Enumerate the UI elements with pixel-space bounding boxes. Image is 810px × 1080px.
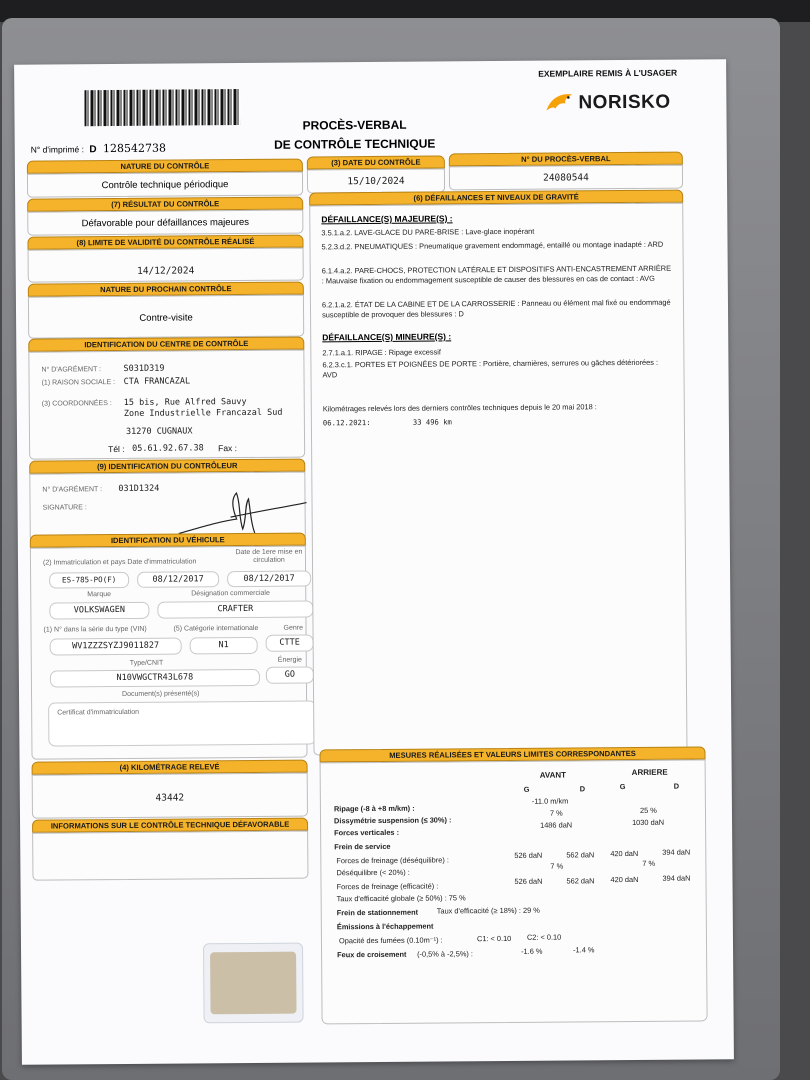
ff1-av-d: 562 daN bbox=[566, 850, 595, 860]
taux-global: Taux d'efficacité globale (≥ 50%) : 75 % bbox=[336, 893, 466, 904]
date-head: (3) DATE DU CONTRÔLE bbox=[307, 155, 445, 169]
avant-label: AVANT bbox=[539, 770, 567, 780]
deseq-av: 7 % bbox=[550, 861, 564, 871]
ff2-ar-d: 394 daN bbox=[662, 873, 691, 883]
type-label: Type/CNIT bbox=[129, 659, 164, 667]
ff-eff-label: Forces de freinage (efficacité) : bbox=[336, 881, 439, 892]
feux-d: -1.4 % bbox=[573, 945, 595, 955]
minor-defect-1: 2.7.1.a.1. RIPAGE : Ripage excessif bbox=[322, 347, 441, 358]
marque-label: Marque bbox=[87, 591, 112, 599]
centre-addr2: Zone Industrielle Francazal Sud bbox=[123, 407, 283, 419]
dissym-av: 7 % bbox=[549, 808, 563, 818]
copy-note: EXEMPLAIRE REMIS À L'USAGER bbox=[538, 67, 678, 79]
centre-agrement: S031D319 bbox=[123, 363, 165, 374]
arriere-d: D bbox=[673, 781, 680, 791]
vehicule-box bbox=[30, 546, 308, 760]
immat-value: ES-785-PO(F) bbox=[49, 572, 129, 589]
defects-head: (6) DÉFAILLANCES ET NIVEAUX DE GRAVITÉ bbox=[309, 190, 683, 206]
emissions-label: Émissions à l'échappement bbox=[336, 921, 434, 932]
pv-head: N° DU PROCÈS-VERBAL bbox=[449, 152, 683, 167]
major-title: DÉFAILLANCE(S) MAJEURE(S) : bbox=[321, 213, 453, 225]
ripage-label: Ripage (-8 à +8 m/km) : bbox=[333, 803, 415, 814]
date-value: 15/10/2024 bbox=[347, 175, 405, 188]
forces-v-av: 1486 daN bbox=[540, 820, 573, 830]
km-history-value: 33 496 km bbox=[412, 417, 452, 427]
designation-label: Désignation commerciale bbox=[191, 589, 270, 598]
scratch-pad bbox=[210, 952, 296, 1015]
forces-v-label: Forces verticales : bbox=[334, 827, 400, 838]
km-history-note: Kilométrages relevés lors des derniers contrôles techniques depuis le 20 mai 2018 : bbox=[322, 402, 597, 414]
result-box bbox=[27, 210, 303, 236]
validity-value: 14/12/2024 bbox=[137, 265, 195, 277]
first-circ-label: Date de 1ere mise en circulation bbox=[235, 548, 303, 564]
centre-tel-label: Tél : bbox=[108, 443, 125, 455]
controleur-box bbox=[29, 472, 306, 542]
avant-g: G bbox=[523, 784, 530, 794]
major-defect-4: 6.2.1.a.2. ÉTAT DE LA CABINE ET DE LA CARROSSERIE : Panneau ou élément mal fixé ou endommagé susceptible de provoquer des blessures : D bbox=[321, 297, 671, 320]
info-box bbox=[32, 831, 308, 881]
print-number-row bbox=[31, 142, 166, 156]
centre-raison: CTA FRANCAZAL bbox=[123, 376, 191, 387]
opacite-c1: C1: < 0.10 bbox=[476, 933, 512, 944]
docs-value: Certificat d'immatriculation bbox=[48, 700, 316, 746]
pv-value: 24080544 bbox=[543, 172, 589, 184]
marque-value: VOLKSWAGEN bbox=[49, 602, 149, 620]
next-value: Contre-visite bbox=[139, 312, 193, 324]
major-defect-3: 6.1.4.a.2. PARE-CHOCS, PROTECTION LATÉRALE ET DISPOSITIFS ANTI-ENCASTREMENT ARRIÈRE : Mauvaise fixation ou endommagement susceptible de causer des blessures en cas de contact : AVG bbox=[321, 263, 672, 286]
ff2-av-d: 562 daN bbox=[566, 876, 595, 886]
controleur-agrement-label: N° D'AGRÉMENT : bbox=[42, 486, 103, 494]
brand-name: NORISKO bbox=[578, 91, 671, 114]
print-number-label: N° d'imprimé : bbox=[30, 144, 84, 155]
info-head: INFORMATIONS SUR LE CONTRÔLE TECHNIQUE DÉFAVORABLE bbox=[32, 818, 308, 833]
ff2-av-g: 526 daN bbox=[514, 876, 543, 886]
ff1-ar-g: 420 daN bbox=[610, 848, 639, 859]
deseq-ar: 7 % bbox=[642, 858, 656, 868]
frein-service-label: Frein de service bbox=[334, 841, 391, 852]
centre-raison-label: (1) RAISON SOCIALE : bbox=[41, 379, 116, 387]
major-defect-1: 3.5.1.a.2. LAVE-GLACE DU PARE-BRISE : Lave-glace inopérant bbox=[321, 226, 535, 238]
arriere-label: ARRIERE bbox=[631, 767, 668, 777]
feux-g: -1.6 % bbox=[521, 946, 543, 956]
scratch-zone bbox=[203, 943, 304, 1024]
dissym-label: Dissymétrie suspension (≤ 30%) : bbox=[333, 815, 452, 826]
centre-coord-label: (3) COORDONNÉES : bbox=[41, 400, 112, 408]
print-letter: D bbox=[89, 144, 97, 156]
energie-label: Énergie bbox=[277, 656, 302, 664]
avant-d: D bbox=[579, 784, 586, 794]
feux-range: (-0,5% à -2,5%) : bbox=[417, 949, 473, 959]
cat-value: N1 bbox=[190, 637, 258, 655]
measures-head: MESURES RÉALISÉES ET VALEURS LIMITES CORRESPONDANTES bbox=[319, 746, 705, 762]
centre-fax-label: Fax : bbox=[218, 443, 238, 454]
validity-head: (8) LIMITE DE VALIDITÉ DU CONTRÔLE RÉALISÉ bbox=[27, 235, 303, 250]
date-immat-value: 08/12/2017 bbox=[137, 571, 219, 588]
feux-label: Feux de croisement bbox=[337, 949, 407, 960]
centre-box bbox=[28, 350, 305, 460]
measures-box bbox=[320, 759, 708, 1024]
vehicule-head: IDENTIFICATION DU VÉHICULE bbox=[30, 533, 306, 548]
km-value: 43442 bbox=[155, 792, 185, 804]
ff2-ar-g: 420 daN bbox=[610, 874, 639, 885]
centre-head: IDENTIFICATION DU CENTRE DE CONTRÔLE bbox=[28, 337, 304, 352]
genre-label: Genre bbox=[283, 624, 304, 632]
energie-value: GO bbox=[266, 666, 314, 683]
ff1-av-g: 526 daN bbox=[514, 850, 543, 860]
inspection-report-sheet bbox=[14, 59, 734, 1065]
vin-label: (1) N° dans la série du type (VIN) bbox=[43, 625, 147, 634]
forces-v-ar: 1030 daN bbox=[632, 817, 665, 827]
result-head: (7) RÉSULTAT DU CONTRÔLE bbox=[27, 197, 303, 212]
norisko-eagle-logo bbox=[544, 90, 574, 116]
pv-box bbox=[449, 165, 683, 191]
next-box bbox=[28, 295, 304, 339]
minor-title: DÉFAILLANCE(S) MINEURE(S) : bbox=[322, 331, 452, 343]
ripage-value: -11.0 m/km bbox=[531, 796, 569, 806]
centre-tel: 05.61.92.67.38 bbox=[132, 443, 204, 454]
docs-label: Document(s) présenté(s) bbox=[122, 690, 200, 698]
immat-label: (2) Immatriculation et pays Date d'immatriculation bbox=[42, 558, 197, 567]
arriere-g: G bbox=[619, 782, 626, 792]
opacite-c2: C2: < 0.10 bbox=[526, 932, 562, 942]
next-head: NATURE DU PROCHAIN CONTRÔLE bbox=[28, 282, 304, 297]
signature-label: SIGNATURE : bbox=[42, 504, 87, 512]
km-box bbox=[32, 773, 308, 819]
ff-deseq-label: Forces de freinage (déséquilibre) : bbox=[336, 855, 449, 866]
doc-title-line2: DE CONTRÔLE TECHNIQUE bbox=[273, 136, 436, 152]
result-value: Défavorable pour défaillances majeures bbox=[81, 216, 250, 230]
type-value: N10VWGCTR43L678 bbox=[50, 669, 260, 688]
print-number: 128542738 bbox=[102, 141, 166, 156]
date-box bbox=[307, 168, 445, 193]
centre-agrement-label: N° D'AGRÉMENT : bbox=[41, 366, 102, 374]
dissym-ar: 25 % bbox=[639, 805, 657, 815]
doc-title-line1: PROCÈS-VERBAL bbox=[302, 117, 407, 133]
centre-addr3: 31270 CUGNAUX bbox=[125, 426, 193, 437]
nature-value: Contrôle technique périodique bbox=[101, 179, 229, 192]
stationnement-value: Taux d'efficacité (≥ 18%) : 29 % bbox=[436, 905, 540, 916]
minor-defect-2: 6.2.3.c.1. PORTES ET POIGNÉES DE PORTE : Portière, charnières, serrures ou gâches détériorées : AVD bbox=[322, 357, 659, 380]
nature-head: NATURE DU CONTRÔLE bbox=[27, 159, 303, 174]
controleur-head: (9) IDENTIFICATION DU CONTRÔLEUR bbox=[29, 459, 305, 474]
deseq-label: Déséquilibre (< 20%) : bbox=[336, 867, 410, 878]
km-head: (4) KILOMÉTRAGE RELEVÉ bbox=[32, 760, 308, 775]
cat-label: (5) Catégorie internationale bbox=[173, 624, 259, 633]
stationnement-label: Frein de stationnement bbox=[336, 907, 419, 918]
designation-value: CRAFTER bbox=[157, 600, 313, 618]
genre-value: CTTE bbox=[266, 634, 314, 651]
controleur-agrement: 031D1324 bbox=[118, 483, 160, 495]
barcode bbox=[84, 89, 240, 126]
opacite-label: Opacité des fumées (0.10m⁻¹) : bbox=[338, 935, 443, 946]
km-history-date: 06.12.2021: bbox=[322, 418, 371, 428]
vin-value: WV1ZZZSYZJ9011827 bbox=[50, 638, 182, 656]
date-first-value: 08/12/2017 bbox=[227, 570, 311, 587]
ff1-ar-d: 394 daN bbox=[662, 847, 691, 857]
nature-box bbox=[27, 172, 303, 198]
validity-box bbox=[28, 248, 304, 283]
centre-addr1: 15 bis, Rue Alfred Sauvy bbox=[123, 396, 247, 408]
major-defect-2: 5.2.3.d.2. PNEUMATIQUES : Pneumatique gravement endommagé, entaillé ou montage inadapté : ARD bbox=[321, 239, 664, 252]
